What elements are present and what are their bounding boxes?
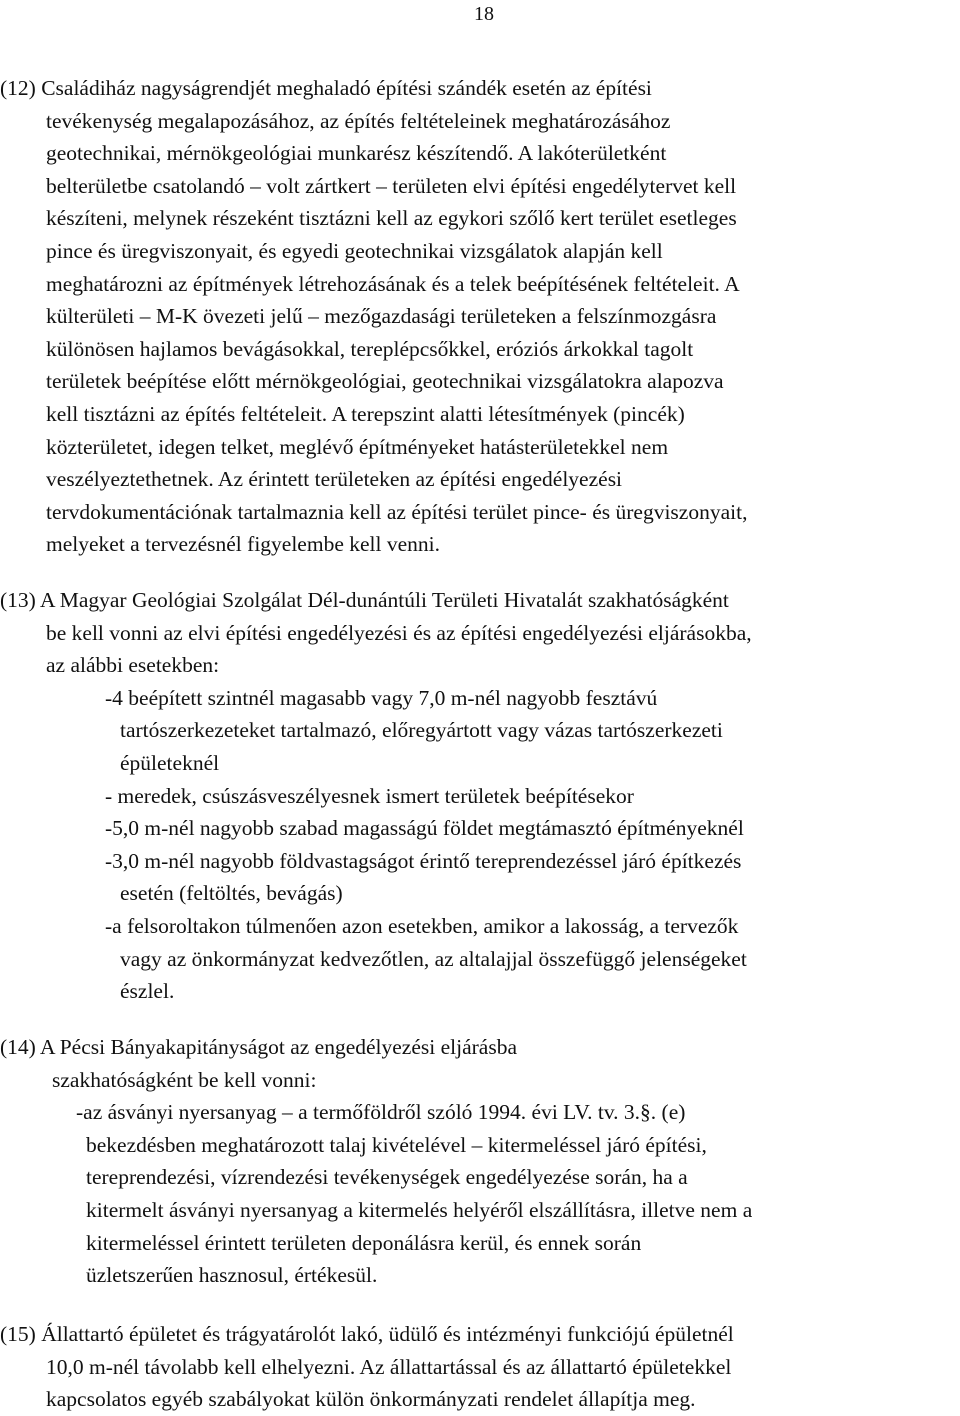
text-line: -5,0 m-nél nagyobb szabad magasságú földet megtámasztó építményeknél: [105, 816, 744, 841]
text-line: az alábbi esetekben:: [46, 653, 220, 678]
text-line: tervdokumentációnak tartalmaznia kell az építési terület pince- és üregviszonyait,: [46, 499, 748, 524]
text-line: közterületet, idegen telket, meglévő építményeket hatásterületekkel nem: [46, 434, 669, 459]
text-line: -az ásványi nyersanyag – a termőföldről szóló 1994. évi LV. tv. 3.§. (e): [76, 1100, 686, 1125]
paragraph-14: [0, 1031, 960, 1292]
text-line: be kell vonni az elvi építési engedélyezési és az építési engedélyezési eljárásokba,: [46, 620, 752, 645]
text-line: pince és üregviszonyait, és egyedi geotechnikai vizsgálatok alapján kell: [46, 238, 663, 263]
text-line: kitermelt ásványi nyersanyag a kitermelés helyéről elszállításra, illetve nem a: [86, 1197, 753, 1222]
text-line: szakhatóságként be kell vonni:: [52, 1067, 317, 1092]
text-line: készíteni, melynek részeként tisztázni kell az egykori szőlő kert terület esetleges: [46, 206, 737, 231]
text-line: -4 beépített szintnél magasabb vagy 7,0 m-nél nagyobb fesztávú: [105, 685, 658, 710]
text-line: - meredek, csúszásveszélyesnek ismert területek beépítésekor: [105, 783, 634, 808]
text-line: belterületbe csatolandó – volt zártkert – területen elvi építési engedélytervet kell: [46, 173, 737, 198]
text-line: kell tisztázni az építés feltételeit. A terepszint alatti létesítmények (pincék): [46, 401, 685, 426]
text-line: tartószerkezeteket tartalmazó, előregyártott vagy vázas tartószerkezeti: [120, 718, 723, 743]
text-line: vagy az önkormányzat kedvezőtlen, az altalajjal összefüggő jelenségeket: [120, 946, 747, 971]
text-line: bekezdésben meghatározott talaj kivételével – kitermeléssel járó építési,: [86, 1132, 707, 1157]
text-line: meghatározni az építmények létrehozásának és a telek beépítésének feltételeit. A: [46, 271, 740, 296]
text-line: külterületi – M-K övezeti jelű – mezőgazdasági területeken a felszínmozgásra: [46, 304, 717, 329]
text-line: esetén (feltöltés, bevágás): [120, 881, 343, 906]
text-line: tereprendezési, vízrendezési tevékenységek engedélyezése során, ha a: [86, 1165, 688, 1190]
text-line: geotechnikai, mérnökgeológiai munkarész készítendő. A lakóterületként: [46, 141, 667, 166]
text-line: különösen hajlamos bevágásokkal, tereplépcsőkkel, eróziós árkokkal tagolt: [46, 336, 694, 361]
text-line: veszélyeztethetnek. Az érintett területeken az építési engedélyezési: [46, 467, 623, 492]
text-line: melyeket a tervezésnél figyelembe kell venni.: [46, 532, 440, 557]
text-line: kitermeléssel érintett területen deponálásra kerül, és ennek során: [86, 1230, 642, 1255]
page-number: 18: [474, 3, 494, 25]
paragraph-13: [0, 584, 960, 1008]
paragraph-12: [0, 72, 960, 561]
text-line: -a felsoroltakon túlmenően azon esetekben, amikor a lakosság, a tervezők: [105, 913, 739, 938]
text-line: kapcsolatos egyéb szabályokat külön önkormányzati rendelet állapítja meg.: [46, 1387, 696, 1412]
text-line: területek beépítése előtt mérnökgeológiai, geotechnikai vizsgálatokra alapozva: [46, 369, 724, 394]
text-line: üzletszerűen hasznosul, értékesül.: [86, 1263, 378, 1288]
text-line: (15) Állattartó épületet és trágyatárolót lakó, üdülő és intézményi funkciójú épületnél: [0, 1322, 734, 1346]
text-line: -3,0 m-nél nagyobb földvastagságot érintő tereprendezéssel járó építkezés: [105, 848, 742, 873]
text-line: (13) A Magyar Geológiai Szolgálat Dél-dunántúli Területi Hivatalát szakhatóságként: [0, 588, 729, 612]
text-line: (12) Családiház nagyságrendjét meghaladó építési szándék esetén az építési: [0, 76, 652, 100]
text-line: tevékenység megalapozásához, az építés feltételeinek meghatározásához: [46, 108, 671, 133]
text-line: 10,0 m-nél távolabb kell elhelyezni. Az állattartással és az állattartó épületekkel: [46, 1354, 732, 1379]
paragraph-15: [0, 1318, 960, 1416]
text-line: (14) A Pécsi Bányakapitányságot az engedélyezési eljárásba: [0, 1035, 517, 1059]
text-line: észlel.: [120, 979, 175, 1004]
text-line: épületeknél: [120, 750, 220, 775]
